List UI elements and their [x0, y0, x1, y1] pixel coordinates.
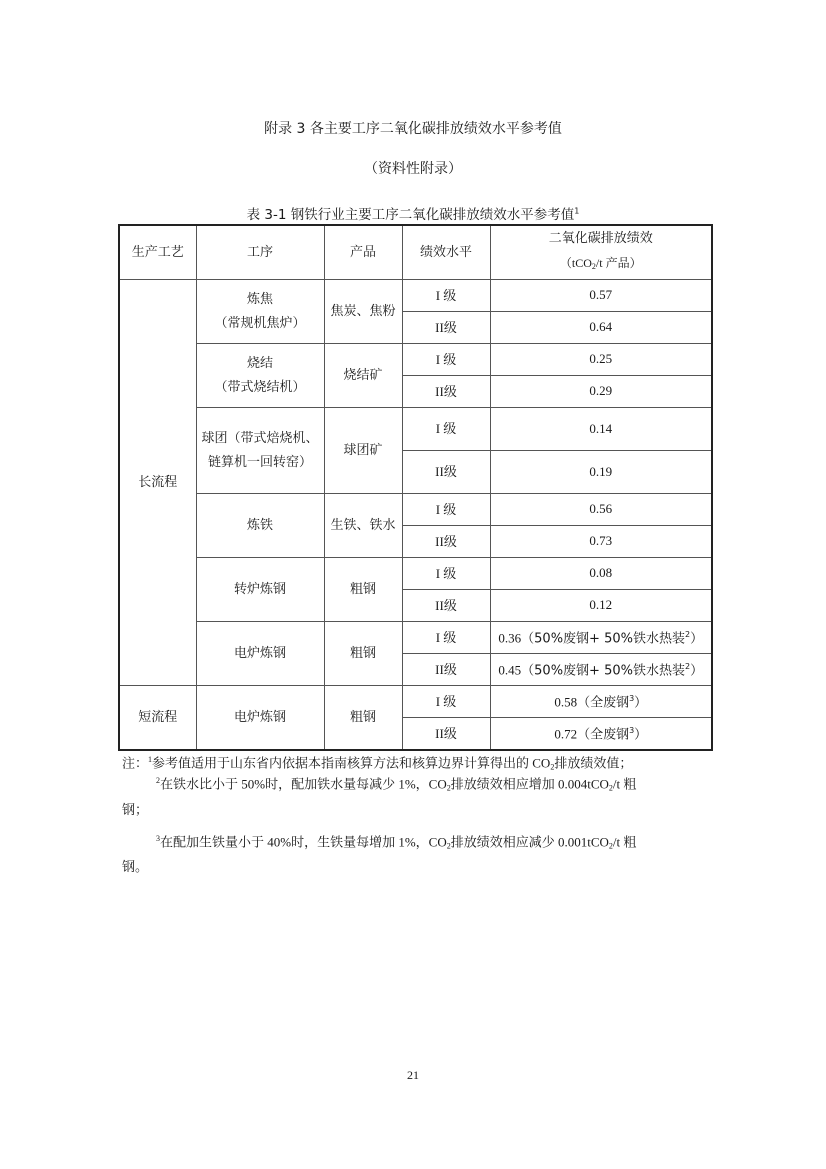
- cell-product: 生铁、铁水: [324, 494, 402, 558]
- cell-level: II级: [402, 312, 490, 344]
- value-number: 0.12: [589, 597, 613, 612]
- table-row: [119, 622, 712, 654]
- table-row: [119, 494, 712, 526]
- cell-level: I 级: [402, 344, 490, 376]
- header-emission-label: 二氧化碳排放绩效: [548, 230, 653, 246]
- cell-level: I 级: [402, 686, 490, 718]
- cell-emission-value: [490, 344, 712, 376]
- cell-emission-value: [490, 590, 712, 622]
- header-process-type: 生产工艺: [119, 225, 196, 280]
- value-note-close: ）: [634, 727, 648, 743]
- note-2: [156, 771, 712, 798]
- note-3-sub-b: 2: [608, 841, 613, 851]
- note-3-cont: 钢。: [122, 859, 149, 874]
- value-footnote-ref: 2: [684, 662, 691, 672]
- note-1-sub: 2: [550, 762, 555, 772]
- cell-level: I 级: [402, 408, 490, 451]
- cell-emission-value: [490, 558, 712, 590]
- cell-emission-value: [490, 312, 712, 344]
- table-row: [119, 558, 712, 590]
- value-number: 0.57: [589, 287, 613, 302]
- cell-procedure: 电炉炼钢: [196, 686, 324, 751]
- value-number: 0.08: [589, 565, 613, 580]
- cell-level: II级: [402, 718, 490, 751]
- value-footnote-ref: 2: [684, 630, 691, 640]
- header-emission-unit: [495, 251, 708, 279]
- cell-emission-value: [490, 622, 712, 654]
- note-1-ref: 1: [148, 755, 153, 764]
- value-note-close: ）: [690, 631, 704, 647]
- cell-procedure: 转炉炼钢: [196, 558, 324, 622]
- value-number: 0.45: [498, 662, 522, 678]
- unit-post: /t 产品）: [595, 255, 642, 270]
- table-row: [119, 280, 712, 312]
- unit-sub: 2: [591, 261, 596, 271]
- value-number: 0.19: [589, 463, 613, 479]
- note-2-ref: 2: [156, 776, 160, 785]
- value-note: （全废钢: [577, 727, 630, 743]
- page-number: 21: [407, 1068, 419, 1082]
- value-number: 0.58: [554, 694, 578, 710]
- value-number: 0.25: [589, 351, 613, 366]
- note-2-text-c: /t 粗: [612, 776, 637, 792]
- note-3-sub-a: 2: [446, 841, 451, 851]
- emission-table: [118, 224, 713, 751]
- cell-level: I 级: [402, 622, 490, 654]
- table-row: [119, 686, 712, 718]
- cell-emission-value: [490, 451, 712, 494]
- cell-level: II级: [402, 654, 490, 686]
- value-footnote-ref: 3: [629, 694, 635, 704]
- cell-emission-value: [490, 494, 712, 526]
- note-3-text-a: 在配加生铁量小于 40%时，生铁量每增加 1%，CO: [160, 834, 447, 850]
- header-procedure: 工序: [196, 225, 324, 280]
- cell-procedure: 球团（带式焙烧机、链算机一回转窑）: [196, 408, 324, 494]
- table-row: [119, 408, 712, 451]
- cell-level: I 级: [402, 558, 490, 590]
- note-3-text-c: /t 粗: [612, 834, 637, 850]
- header-product: 产品: [324, 225, 402, 280]
- cell-level: II级: [402, 376, 490, 408]
- cell-emission-value: [490, 376, 712, 408]
- value-note-close: ）: [634, 695, 648, 711]
- note-2-sub-b: 2: [608, 783, 613, 793]
- value-note-close: ）: [690, 663, 704, 679]
- value-note: （50%废钢+ 50%铁水热装: [521, 631, 685, 647]
- cell-product: 粗钢: [324, 686, 402, 751]
- cell-product: 球团矿: [324, 408, 402, 494]
- cell-emission-value: [490, 280, 712, 312]
- value-number: 0.73: [589, 533, 613, 548]
- cell-emission-value: [490, 718, 712, 751]
- value-number: 0.72: [554, 726, 578, 742]
- caption-footnote-ref: 1: [574, 206, 580, 216]
- note-3-ref: 3: [156, 834, 160, 843]
- note-2-text-a: 在铁水比小于 50%时，配加铁水量每减少 1%，CO: [160, 776, 447, 792]
- value-number: 0.56: [589, 501, 613, 516]
- value-number: 0.36: [498, 630, 522, 646]
- unit-pre: （tCO: [559, 255, 592, 270]
- cell-process-type: 短流程: [119, 686, 196, 751]
- value-note: （50%废钢+ 50%铁水热装: [521, 663, 685, 679]
- cell-level: I 级: [402, 280, 490, 312]
- header-emission: [490, 225, 712, 280]
- table-header-row: [119, 225, 712, 280]
- note-3: [156, 829, 712, 856]
- cell-level: II级: [402, 526, 490, 558]
- value-number: 0.29: [589, 383, 613, 398]
- cell-level: II级: [402, 451, 490, 494]
- cell-product: 焦炭、焦粉: [324, 280, 402, 344]
- note-3-text-b: 排放绩效相应减少 0.001tCO: [450, 834, 609, 850]
- cell-product: 粗钢: [324, 622, 402, 686]
- value-number: 0.64: [589, 319, 613, 334]
- cell-level: II级: [402, 590, 490, 622]
- cell-procedure: 烧结 （带式烧结机）: [196, 344, 324, 408]
- header-level: 绩效水平: [402, 225, 490, 280]
- cell-product: 粗钢: [324, 558, 402, 622]
- cell-process-type: 长流程: [119, 280, 196, 686]
- note-2-cont: 钢；: [122, 802, 149, 817]
- table-row: [119, 344, 712, 376]
- cell-level: I 级: [402, 494, 490, 526]
- table-caption: [0, 203, 826, 223]
- note-2-text-b: 排放绩效相应增加 0.004tCO: [450, 776, 609, 792]
- cell-emission-value: [490, 408, 712, 451]
- cell-emission-value: [490, 686, 712, 718]
- cell-product: 烧结矿: [324, 344, 402, 408]
- value-footnote-ref: 3: [629, 726, 635, 736]
- cell-procedure: 炼铁: [196, 494, 324, 558]
- note-2-sub-a: 2: [446, 783, 451, 793]
- cell-procedure: 炼焦 （常规机焦炉）: [196, 280, 324, 344]
- note-1-text-a: 参考值适用于山东省内依据本指南核算方法和核算边界计算得出的 CO: [152, 755, 551, 771]
- value-note: （全废钢: [577, 695, 630, 711]
- table-caption-text: 表 3-1 钢铁行业主要工序二氧化碳排放绩效水平参考值: [246, 207, 575, 223]
- value-number: 0.14: [589, 420, 613, 436]
- cell-emission-value: [490, 526, 712, 558]
- cell-emission-value: [490, 654, 712, 686]
- note-label: 注：: [122, 755, 149, 771]
- note-1-text-b: 排放绩效值；: [554, 755, 633, 771]
- cell-procedure: 电炉炼钢: [196, 622, 324, 686]
- appendix-subtitle: （资料性附录）: [364, 161, 462, 177]
- appendix-title: 附录 3 各主要工序二氧化碳排放绩效水平参考值: [264, 121, 562, 137]
